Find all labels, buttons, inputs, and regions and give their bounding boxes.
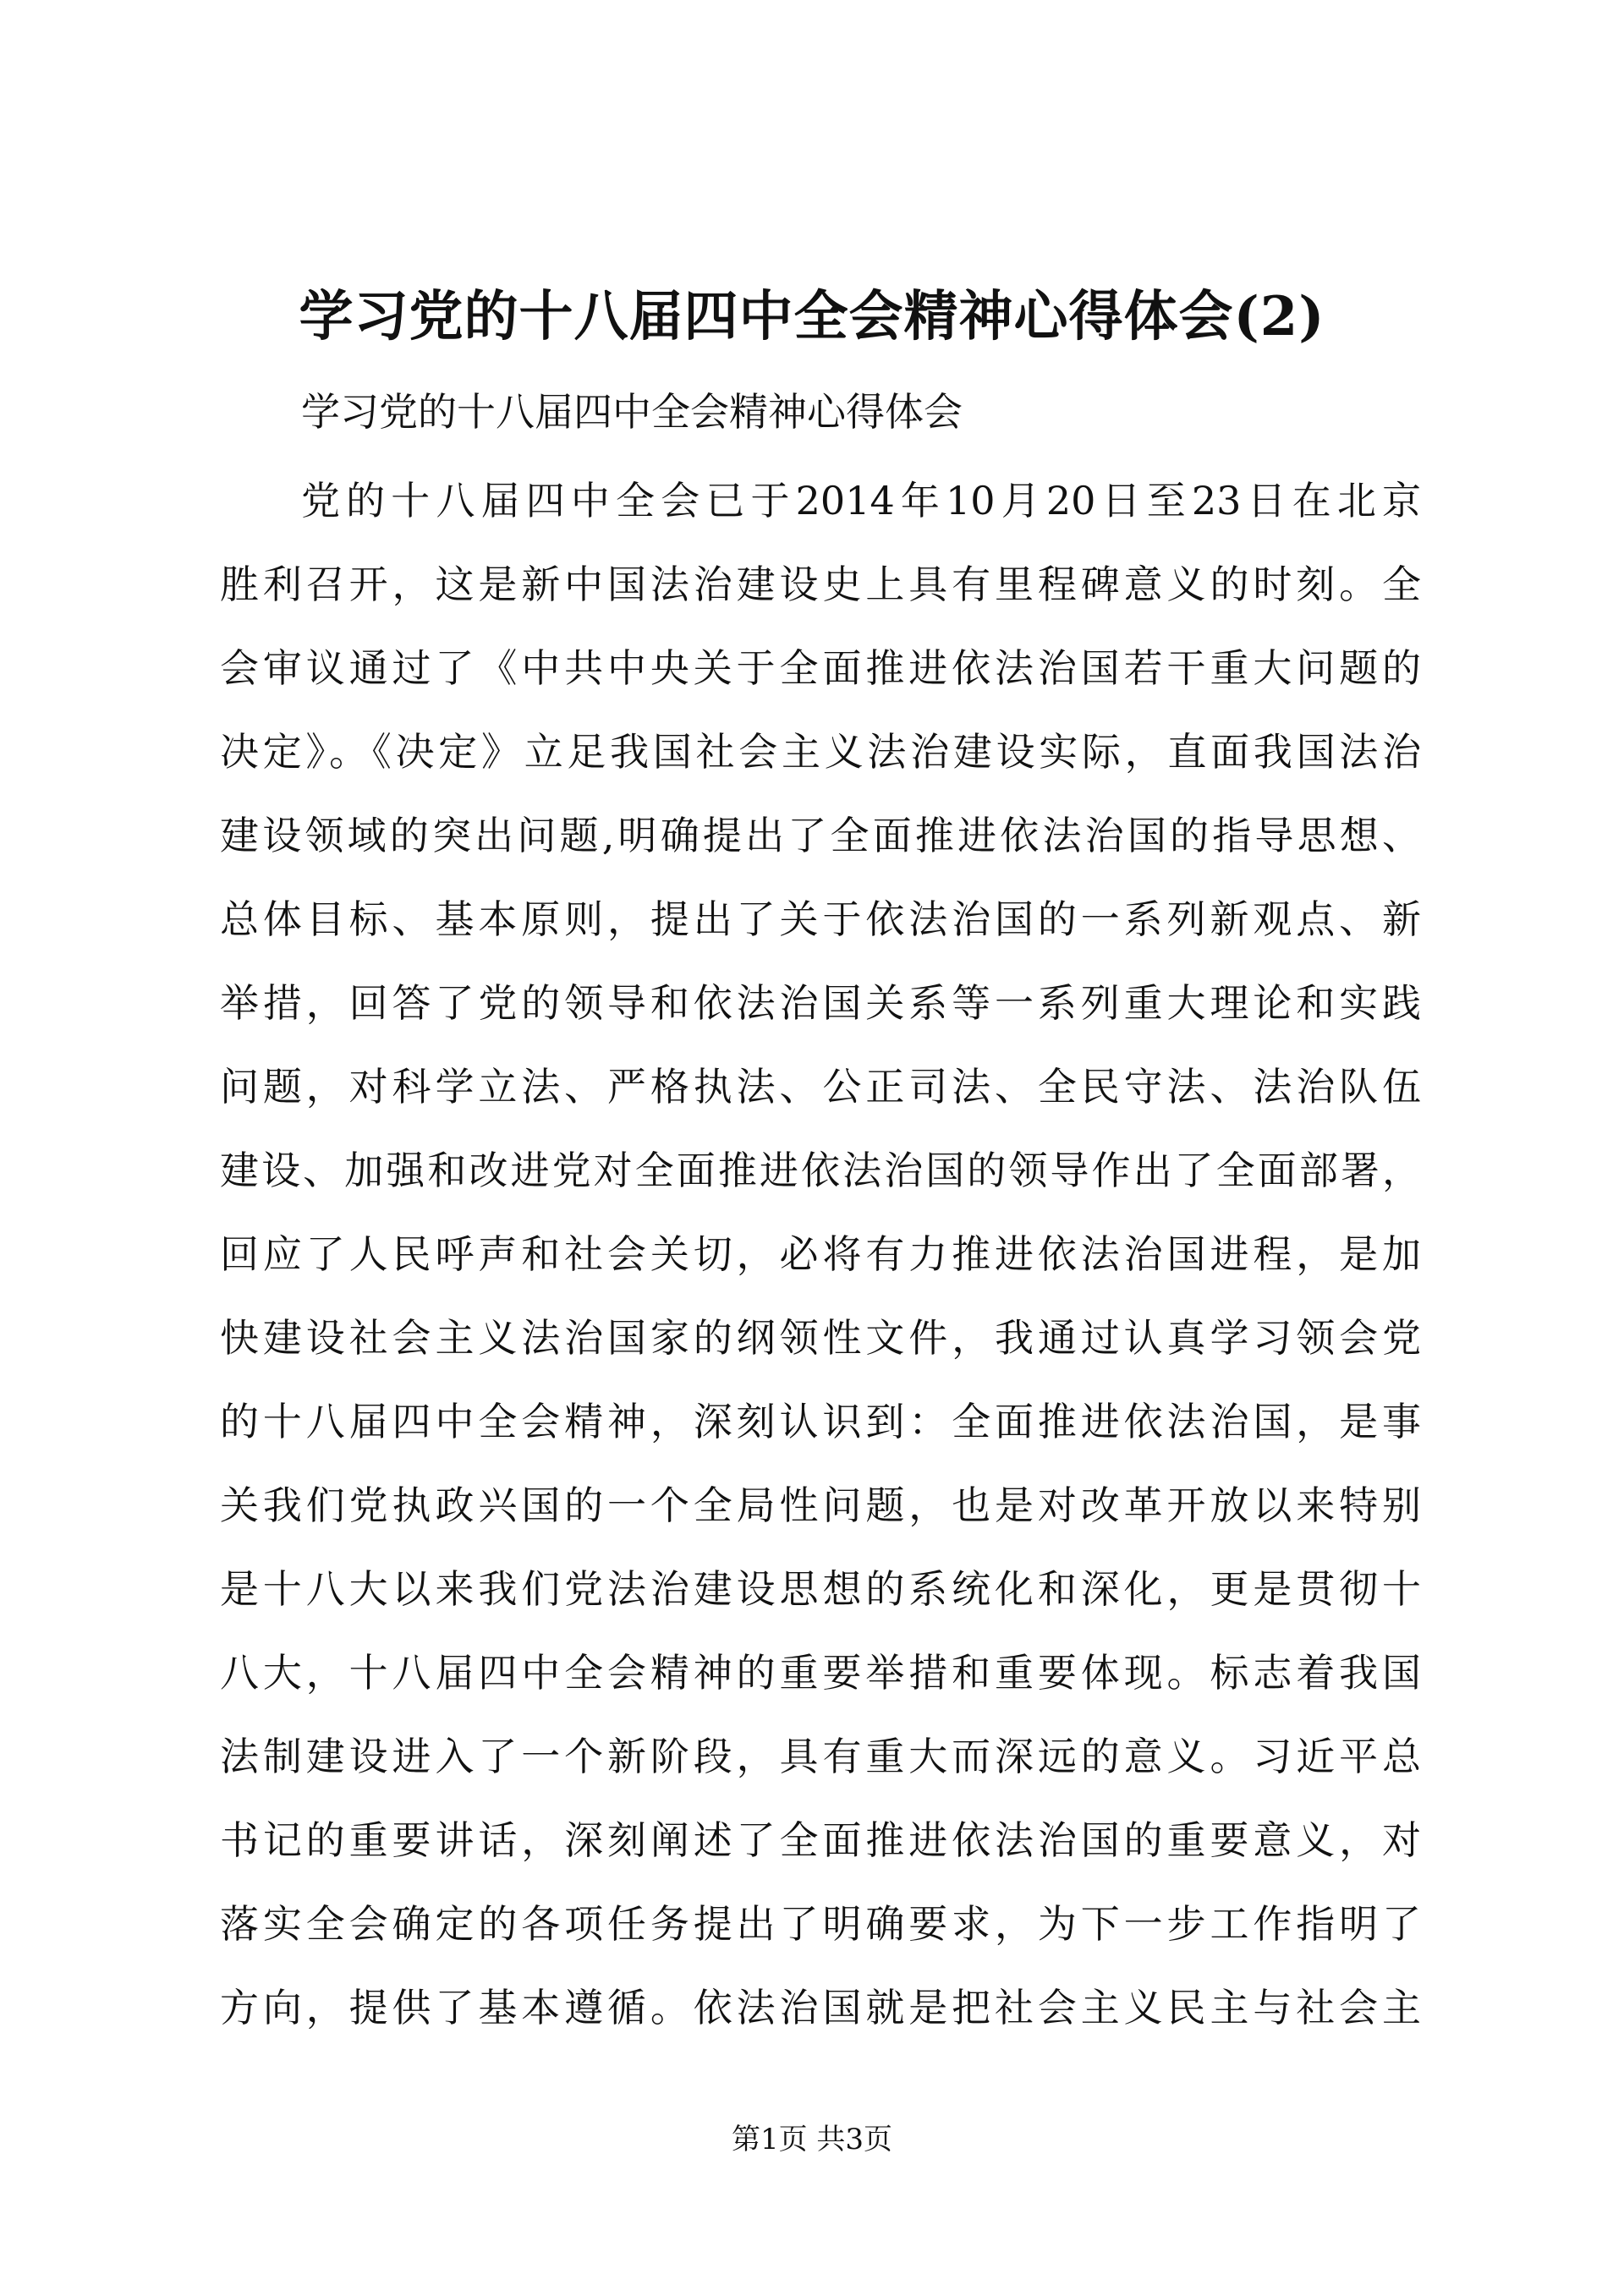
body-line: 的十八届四中全会精神，深刻认识到：全面推进依法治国，是事 <box>220 1399 1421 1444</box>
body-line: 快建设社会主义法治国家的纲领性文件，我通过认真学习领会党 <box>220 1315 1421 1361</box>
body-line: 书记的重要讲话，深刻阐述了全面推进依法治国的重要意义，对 <box>220 1817 1421 1863</box>
body-line: 落实全会确定的各项任务提出了明确要求，为下一步工作指明了 <box>220 1901 1421 1947</box>
body-line: 是十八大以来我们党法治建设思想的系统化和深化，更是贯彻十 <box>220 1566 1421 1612</box>
body-line: 建设领域的突出问题,明确提出了全面推进依法治国的指导思想、 <box>220 813 1421 858</box>
body-line: 八大，十八届四中全会精神的重要举措和重要体现。标志着我国 <box>220 1650 1421 1696</box>
body-line: 党的十八届四中全会已于2014年10月20日至23日在北京 <box>301 478 1421 523</box>
body-line: 回应了人民呼声和社会关切，必将有力推进依法治国进程，是加 <box>220 1231 1421 1277</box>
body-line: 关我们党执政兴国的一个全局性问题，也是对改革开放以来特别 <box>220 1482 1421 1528</box>
document-subtitle: 学习党的十八届四中全会精神心得体会 <box>301 389 963 435</box>
body-line: 决定》。《决定》立足我国社会主义法治建设实际，直面我国法治 <box>220 729 1421 775</box>
document-title: 学习党的十八届四中全会精神心得体会(2) <box>299 285 1325 348</box>
body-line: 问题，对科学立法、严格执法、公正司法、全民守法、法治队伍 <box>220 1064 1421 1110</box>
page-number-footer: 第1页 共3页 <box>731 2123 893 2156</box>
body-line: 胜利召开，这是新中国法治建设史上具有里程碑意义的时刻。全 <box>220 562 1421 607</box>
body-line: 法制建设进入了一个新阶段，具有重大而深远的意义。习近平总 <box>220 1734 1421 1779</box>
body-line: 举措，回答了党的领导和依法治国关系等一系列重大理论和实践 <box>220 980 1421 1026</box>
body-line: 会审议通过了《中共中央关于全面推进依法治国若干重大问题的 <box>220 645 1421 691</box>
body-line: 建设、加强和改进党对全面推进依法治国的领导作出了全面部署， <box>220 1148 1421 1193</box>
body-line: 总体目标、基本原则，提出了关于依法治国的一系列新观点、新 <box>220 896 1421 942</box>
body-line: 方向，提供了基本遵循。依法治国就是把社会主义民主与社会主 <box>220 1985 1421 2030</box>
